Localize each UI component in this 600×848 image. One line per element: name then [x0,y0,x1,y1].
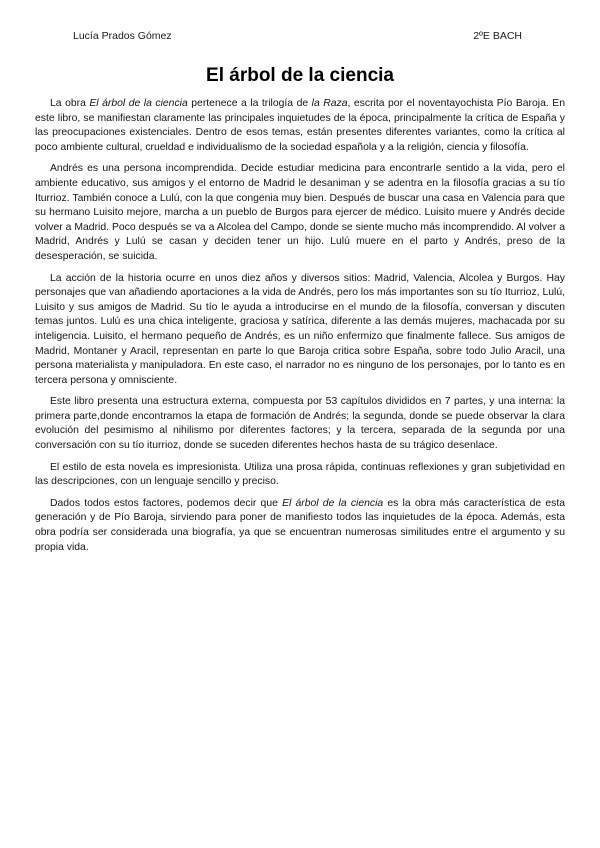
paragraph-structure: Este libro presenta una estructura externa, compuesta por 53 capítulos divididos en 7 partes, y una interna: la primera parte,donde encontramos la etapa de formación de Andrés; la segunda, donde se puede observar la clara evolución del pesimismo al nihilismo por diferentes factores; y la tercera, separada de la segunda por una conversación con su tío iturrioz, donde se suceden diferentes hechos hasta de su trágico desenlace. [35,396,565,452]
book-title-italic: El árbol de la ciencia [282,497,384,509]
paragraph-style: El estilo de esta novela es impresionista. Utiliza una prosa rápida, continuas reflexiones y gran subjetividad en las descripciones, con un lenguaje sencillo y preciso. [35,461,565,488]
document-title: El árbol de la ciencia [206,65,394,86]
document-body [35,97,565,562]
paragraph-text: , escrita por el noventayochista Pío Baroja. En este libro, se manifiestan claramente las principales inquietudes de la época, principalmente la crítica de España y las preocupaciones existenciales. Dentro de esos temas, están presentes diferentes variantes, como la crítica al poco ambiente cultural, crueldad e individualismo de la sociedad española y a la religión, ciencia y filosofía. [35,98,565,153]
paragraph-plot: Andrés es una persona incomprendida. Decide estudiar medicina para encontrarle sentido a la vida, pero el ambiente educativo, sus amigos y el entorno de Madrid le desaniman y se adentra en la filosofía gracias a su tío Iturrioz. También conoce a Lulú, con la que congenia muy bien. Después de buscar una casa en Valencia para que su hermano Luisito mejore, marcha a un pueblo de Burgos para ejercer de médico. Luisito muere y Andrés decide volver a Madrid. Poco después se va a Alcolea del Campo, donde se siente mucho más incomprendido. Al volver a Madrid, Andrés y Lulú se casan y deciden tener un hijo. Lulú muere en el parto y Andrés, preso de la desesperación, se suicida. [35,163,565,262]
paragraph-text: pertenece a la trilogía de [187,98,312,109]
paragraph-introduction [35,97,565,155]
course-label: 2ºE BACH [473,30,522,42]
paragraph-conclusion [35,497,565,555]
author-name: Lucía Prados Gómez [73,30,172,42]
paragraph-setting-characters: La acción de la historia ocurre en unos diez años y diversos sitios: Madrid, Valencia, Alcolea y Burgos. Hay personajes que van añadiendo aportaciones a la vida de Andrés, pero los más importantes son su tío Iturrioz, Lulú, Luisito y sus amigos de Madrid. Su tío le ayuda a introducirse en el mundo de la filosofía, conversan y discuten temas juntos. Lulú es una chica inteligente, graciosa y satírica, diferente a las demás mujeres, machacada por su inteligencia. Luisito, el hermano pequeño de Andrés, es un niño enfermizo que finalmente fallece. Sus amigos de Madrid, Montaner y Aracil, representan en parte lo que Baroja critica sobre España, sobre todo Julio Aracil, una persona materialista y manipuladora. En este caso, el narrador no es ninguno de los personajes, por lo tanto es en tercera persona y omnisciente. [35,272,565,386]
paragraph-text: es la obra más característica de esta generación y de Pío Baroja, sirviendo para poner de manifiesto todos las inquietudes de la época. Además, esta obra podría ser considerada una biografía, ya que se encuentran numerosas similitudes entre el argumento y su propia vida. [35,497,565,553]
trilogy-title-italic: la Raza [311,98,348,109]
book-title-italic: El árbol de la ciencia [89,98,188,109]
page-header [73,29,522,43]
paragraph-text: Dados todos estos factores, podemos decir que [50,497,283,509]
paragraph-text: La obra [50,98,90,109]
